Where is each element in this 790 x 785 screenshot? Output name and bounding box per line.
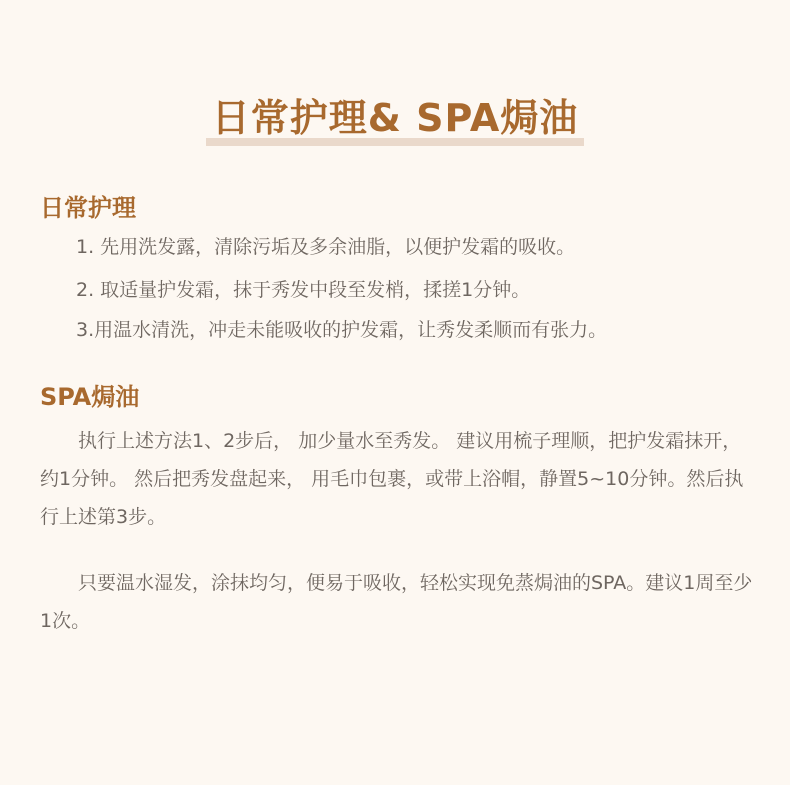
title-container (0, 88, 790, 148)
spa-paragraph-1: 执行上述方法1、2步后， 加少量水至秀发。 建议用梳子理顺，把护发霜抹开，约1分钟。 然后把秀发盘起来， 用毛巾包裹，或带上浴帽，静置5~10分钟。然后执行上述第3步。 (40, 430, 744, 528)
daily-care-step-2: 2. 取适量护发霜，抹于秀发中段至发梢，揉搓1分钟。 (76, 279, 531, 301)
spa-heading: SPA焗油 (40, 383, 140, 411)
page-title (206, 88, 585, 148)
daily-care-heading: 日常护理 (40, 194, 136, 222)
daily-care-step-1: 1. 先用洗发露，清除污垢及多余油脂，以便护发霜的吸收。 (76, 236, 576, 258)
spa-paragraph-2: 只要温水湿发，涂抹均匀，便易于吸收，轻松实现免蒸焗油的SPA。建议1周至少1次。 (40, 572, 753, 632)
daily-care-step-3: 3.用温水清洗，冲走未能吸收的护发霜，让秀发柔顺而有张力。 (76, 319, 608, 341)
page-title-text: 日常护理& SPA焗油 (211, 96, 579, 140)
